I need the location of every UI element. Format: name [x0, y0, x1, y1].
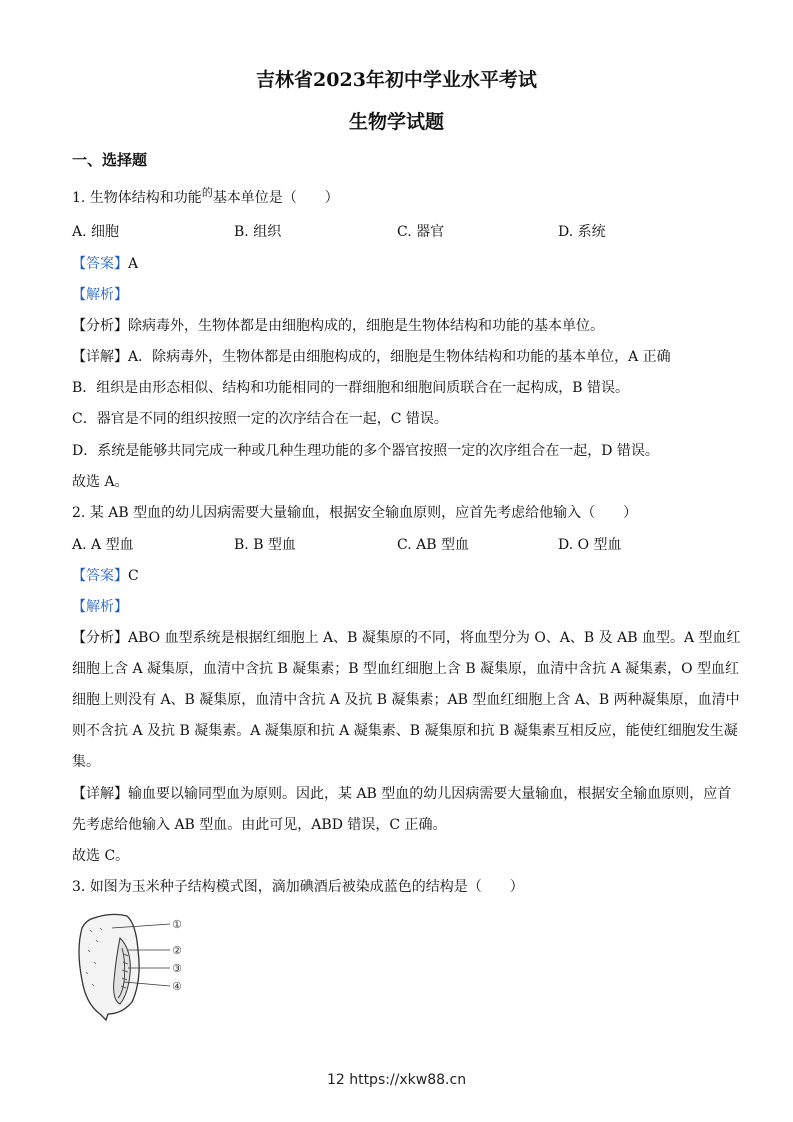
q2-jiexi-tag: 【解析】: [72, 599, 128, 615]
q2-answer: [72, 566, 139, 586]
q2-detail-line-1: [72, 784, 731, 804]
question-1-stem-a: 1. 生物体结构和功能: [72, 190, 202, 206]
question-1-stem: [72, 188, 339, 209]
diagram-label-4: ④: [172, 980, 182, 993]
q1-line-d: D．系统是能够共同完成一种或几种生理功能的多个器官按照一定的次序组合在一起，D 错误。: [72, 443, 659, 459]
q1-detail: [72, 347, 671, 367]
q1-option-b: B. 组织: [234, 224, 282, 240]
diagram-label-2: ②: [172, 944, 182, 957]
diagram-label-1: ①: [172, 918, 182, 931]
exam-subtitle: 生物学试题: [348, 111, 444, 133]
question-3-stem: 3. 如图为玉米种子结构模式图，滴加碘酒后被染成蓝色的结构是（ ）: [72, 879, 524, 895]
analysis-text: 除病毒外，生物体都是由细胞构成的，细胞是生物体结构和功能的基本单位。: [128, 318, 604, 334]
q1-analysis: [72, 316, 604, 336]
answer-value: C: [128, 568, 139, 584]
q2-choose: 故选 C。: [72, 848, 130, 864]
exam-title: 吉林省2023年初中学业水平考试: [256, 69, 537, 91]
q1-choose: 故选 A。: [72, 474, 129, 490]
question-1-stem-b: 基本单位是（ ）: [212, 190, 339, 206]
corn-seed-diagram: [72, 910, 192, 1022]
q1-jiexi-tag: 【解析】: [72, 287, 128, 303]
q1-line-c: C．器官是不同的组织按照一定的次序结合在一起，C 错误。: [72, 411, 448, 427]
q2-analysis-line-5: 集。: [72, 754, 100, 770]
q2-option-a: A. A 型血: [72, 537, 134, 553]
question-2-stem: 2. 某 AB 型血的幼儿因病需要大量输血，根据安全输血原则，应首先考虑给他输入（ ）: [72, 505, 638, 521]
question-1-stem-sup: 的: [201, 186, 213, 199]
q2-analysis-line-3: 细胞上则没有 A、B 凝集原，血清中含抗 A 及抗 B 凝集素；AB 型血红细胞上含 A、B 两种凝集原，血清中: [72, 692, 740, 708]
analysis-tag: 【分析】: [72, 318, 128, 334]
q2-detail-line-2: 先考虑给他输入 AB 型血。由此可见，ABD 错误，C 正确。: [72, 817, 447, 833]
answer-tag: 【答案】: [72, 568, 128, 584]
diagram-label-3: ③: [172, 962, 182, 975]
q2-option-b: B. B 型血: [234, 537, 296, 553]
answer-tag: 【答案】: [72, 256, 128, 272]
q1-option-c: C. 器官: [397, 224, 445, 240]
q2-analysis-line-4: 则不含抗 A 及抗 B 凝集素。A 凝集原和抗 A 凝集素、B 凝集原和抗 B 凝集素互相反应，能使红细胞发生凝: [72, 723, 738, 739]
detail-tag: 【详解】: [72, 786, 128, 802]
analysis-tag: 【分析】: [72, 630, 128, 646]
section-heading: 一、选择题: [72, 151, 148, 169]
q1-option-d: D. 系统: [558, 224, 606, 240]
detail-tag: 【详解】: [72, 349, 128, 365]
q1-line-b: B．组织是由形态相似、结构和功能相同的一群细胞和细胞间质联合在一起构成，B 错误。: [72, 380, 630, 396]
q2-option-d: D. O 型血: [558, 537, 622, 553]
analysis-text: ABO 血型系统是根据红细胞上 A、B 凝集原的不同，将血型分为 O、A、B 及 AB 血型。A 型血红: [128, 630, 741, 646]
detail-text: A．除病毒外，生物体都是由细胞构成的，细胞是生物体结构和功能的基本单位，A 正确: [128, 349, 671, 365]
q2-analysis-line-2: 细胞上含 A 凝集原，血清中含抗 B 凝集素；B 型血红细胞上含 B 凝集原，血清中含抗 A 凝集素，O 型血红: [72, 661, 740, 677]
q1-option-a: A. 细胞: [72, 224, 120, 240]
detail-text: 输血要以输同型血为原则。因此，某 AB 型血的幼儿因病需要大量输血，根据安全输血原则，应首: [128, 786, 732, 802]
answer-value: A: [128, 256, 139, 272]
q1-answer: [72, 254, 138, 274]
page-footer: 12 https://xkw88.cn: [326, 1072, 467, 1088]
q2-analysis-line-1: [72, 628, 741, 648]
q2-option-c: C. AB 型血: [397, 537, 469, 553]
